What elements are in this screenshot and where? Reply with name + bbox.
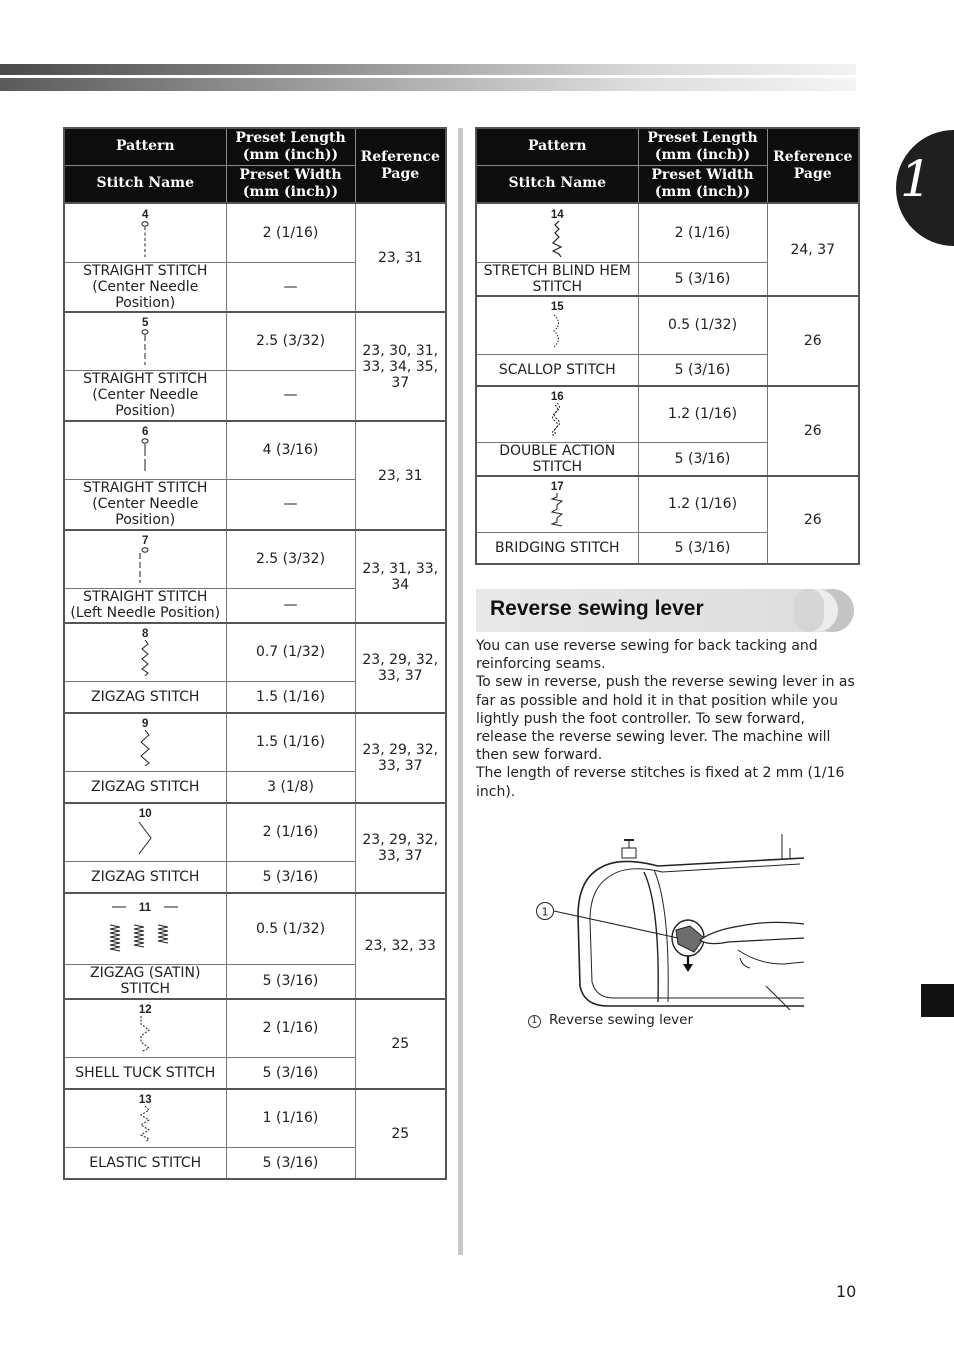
preset-length: 0.7 (1/32) <box>226 623 355 681</box>
preset-length: 2 (1/16) <box>226 203 355 262</box>
stitch-name: ZIGZAG (SATIN) STITCH <box>64 964 226 999</box>
stitch-row <box>64 1089 446 1147</box>
stitch-name: SHELL TUCK STITCH <box>64 1057 226 1089</box>
stitch-pattern <box>64 312 226 370</box>
reference-page: 25 <box>355 1089 446 1179</box>
caption-number: 1 <box>528 1015 541 1028</box>
stitch-row <box>64 623 446 681</box>
stitch-table-right <box>475 127 860 565</box>
stitch-pattern <box>64 421 226 479</box>
reference-page: 23, 32, 33 <box>355 893 446 999</box>
stitch-name: STRAIGHT STITCH (Left Needle Position) <box>64 588 226 623</box>
preset-length: 4 (3/16) <box>226 421 355 479</box>
stitch-number: 9 <box>142 718 149 731</box>
stitch-name: ELASTIC STITCH <box>64 1147 226 1179</box>
stitch-number: 13 <box>138 1094 152 1107</box>
stitch-row <box>476 476 859 532</box>
stitch-name: ZIGZAG STITCH <box>64 861 226 893</box>
preset-width: — <box>226 370 355 421</box>
straight-stitch-icon <box>137 438 153 474</box>
stitch-pattern <box>64 530 226 588</box>
preset-length: 2.5 (3/32) <box>226 530 355 588</box>
stitch-row <box>476 203 859 262</box>
header-reference-page: Reference Page <box>355 128 446 203</box>
header-reference-page: Reference Page <box>767 128 859 203</box>
stitch-pattern <box>64 803 226 861</box>
preset-width: 5 (3/16) <box>226 861 355 893</box>
header-stitch-name: Stitch Name <box>476 165 638 203</box>
reference-page: 26 <box>767 476 859 564</box>
header-preset-length: Preset Length (mm (inch)) <box>638 128 767 165</box>
reference-page: 26 <box>767 386 859 476</box>
preset-length: 2 (1/16) <box>226 803 355 861</box>
blind-hem-stitch-icon <box>549 221 565 257</box>
stitch-name: STRETCH BLIND HEM STITCH <box>476 262 638 296</box>
reference-page: 23, 29, 32, 33, 37 <box>355 623 446 713</box>
stitch-pattern <box>64 999 226 1057</box>
stitch-pattern <box>476 386 638 442</box>
stitch-row <box>476 386 859 442</box>
elastic-stitch-icon <box>137 1106 153 1142</box>
stitch-number: 12 <box>138 1004 152 1017</box>
preset-width: — <box>226 479 355 530</box>
section-body <box>476 637 856 801</box>
stitch-row <box>64 203 446 262</box>
header-bar-bottom <box>0 78 856 91</box>
preset-length: 0.5 (1/32) <box>226 893 355 964</box>
reverse-lever-illustration <box>528 826 804 1010</box>
chapter-number: 1 <box>900 150 932 208</box>
reference-page: 23, 31, 33, 34 <box>355 530 446 623</box>
stitch-number: 15 <box>550 301 564 314</box>
header-preset-width: Preset Width (mm (inch)) <box>638 165 767 203</box>
stitch-pattern <box>64 203 226 262</box>
preset-width: 1.5 (1/16) <box>226 681 355 713</box>
preset-length: 1 (1/16) <box>226 1089 355 1147</box>
straight-stitch-left-icon <box>137 547 153 583</box>
shell-tuck-stitch-icon <box>137 1016 153 1052</box>
preset-width: 5 (3/16) <box>638 262 767 296</box>
stitch-number: 7 <box>142 535 149 548</box>
stitch-table-left <box>63 127 447 1180</box>
preset-width: 5 (3/16) <box>226 1147 355 1179</box>
double-action-stitch-icon <box>549 403 565 437</box>
stitch-pattern <box>476 203 638 262</box>
zigzag-stitch-icon <box>137 640 153 676</box>
preset-width: 5 (3/16) <box>226 964 355 999</box>
stitch-number: 14 <box>550 208 564 221</box>
section-title: Reverse sewing lever <box>490 597 704 620</box>
stitch-row <box>64 893 446 964</box>
body-paragraph: To sew in reverse, push the reverse sewing lever in as far as possible and hold it in that position while you lightly push the foot controller. To sew forward, release the reverse sewing lever. The machine will then sew forward. <box>476 674 855 764</box>
stitch-row <box>476 296 859 354</box>
header-preset-length: Preset Length (mm (inch)) <box>226 128 355 165</box>
preset-width: 5 (3/16) <box>226 1057 355 1089</box>
figure-callout-number: 1 <box>541 905 549 919</box>
reference-page: 23, 31 <box>355 421 446 530</box>
preset-length: 2 (1/16) <box>638 203 767 262</box>
bridging-stitch-icon <box>549 493 565 527</box>
stitch-number: 4 <box>142 208 149 221</box>
stitch-name: ZIGZAG STITCH <box>64 771 226 803</box>
stitch-name: ZIGZAG STITCH <box>64 681 226 713</box>
zigzag-stitch-icon <box>136 820 154 856</box>
preset-width: — <box>226 588 355 623</box>
stitch-name: STRAIGHT STITCH (Center Needle Position) <box>64 262 226 312</box>
column-divider <box>458 128 463 1255</box>
stitch-name: STRAIGHT STITCH (Center Needle Position) <box>64 479 226 530</box>
stitch-pattern <box>64 713 226 771</box>
scallop-stitch-icon <box>549 313 565 349</box>
header-bar-top <box>0 64 856 75</box>
stitch-row <box>64 999 446 1057</box>
body-paragraph: The length of reverse stitches is fixed at 2 mm (1/16 inch). <box>476 765 845 800</box>
preset-width: 5 (3/16) <box>638 442 767 476</box>
reference-page: 23, 29, 32, 33, 37 <box>355 713 446 803</box>
preset-length: 2.5 (3/32) <box>226 312 355 370</box>
body-paragraph: You can use reverse sewing for back tacking and reinforcing seams. <box>476 638 818 673</box>
reference-page: 26 <box>767 296 859 386</box>
reference-page: 23, 30, 31, 33, 34, 35, 37 <box>355 312 446 421</box>
straight-stitch-icon <box>137 329 153 365</box>
stitch-row <box>64 803 446 861</box>
stitch-pattern <box>476 296 638 354</box>
reference-page: 24, 37 <box>767 203 859 296</box>
preset-width: 5 (3/16) <box>638 532 767 564</box>
stitch-pattern <box>476 476 638 532</box>
stitch-number: 16 <box>550 391 564 404</box>
stitch-number: 6 <box>142 426 149 439</box>
header-pattern: Pattern <box>476 128 638 165</box>
preset-length: 2 (1/16) <box>226 999 355 1057</box>
reference-page: 25 <box>355 999 446 1089</box>
header-stitch-name: Stitch Name <box>64 165 226 203</box>
page-number: 10 <box>836 1282 857 1301</box>
stitch-row <box>64 421 446 479</box>
preset-width: — <box>226 262 355 312</box>
stitch-name: SCALLOP STITCH <box>476 354 638 386</box>
stitch-number: 17 <box>550 481 564 494</box>
stitch-pattern <box>64 623 226 681</box>
stitch-number: 5 <box>142 317 149 330</box>
section-marker <box>921 984 954 1017</box>
header-pattern: Pattern <box>64 128 226 165</box>
stitch-number: 8 <box>142 628 149 641</box>
satin-stitch-icon <box>108 899 182 959</box>
stitch-row <box>64 312 446 370</box>
stitch-row <box>64 530 446 588</box>
reference-page: 23, 31 <box>355 203 446 312</box>
zigzag-stitch-icon <box>137 730 153 766</box>
reference-page: 23, 29, 32, 33, 37 <box>355 803 446 893</box>
stitch-row <box>64 713 446 771</box>
header-preset-width: Preset Width (mm (inch)) <box>226 165 355 203</box>
stitch-name: DOUBLE ACTION STITCH <box>476 442 638 476</box>
preset-length: 1.2 (1/16) <box>638 476 767 532</box>
preset-length: 0.5 (1/32) <box>638 296 767 354</box>
stitch-pattern <box>64 1089 226 1147</box>
stitch-number: 11 <box>139 901 152 914</box>
preset-width: 5 (3/16) <box>638 354 767 386</box>
stitch-pattern <box>64 893 226 964</box>
stitch-name: STRAIGHT STITCH (Center Needle Position) <box>64 370 226 421</box>
caption-text: Reverse sewing lever <box>549 1012 694 1028</box>
stitch-name: BRIDGING STITCH <box>476 532 638 564</box>
preset-length: 1.2 (1/16) <box>638 386 767 442</box>
stitch-number: 10 <box>138 808 152 821</box>
straight-stitch-icon <box>137 221 153 257</box>
figure-caption <box>528 1012 693 1028</box>
preset-width: 3 (1/8) <box>226 771 355 803</box>
preset-length: 1.5 (1/16) <box>226 713 355 771</box>
